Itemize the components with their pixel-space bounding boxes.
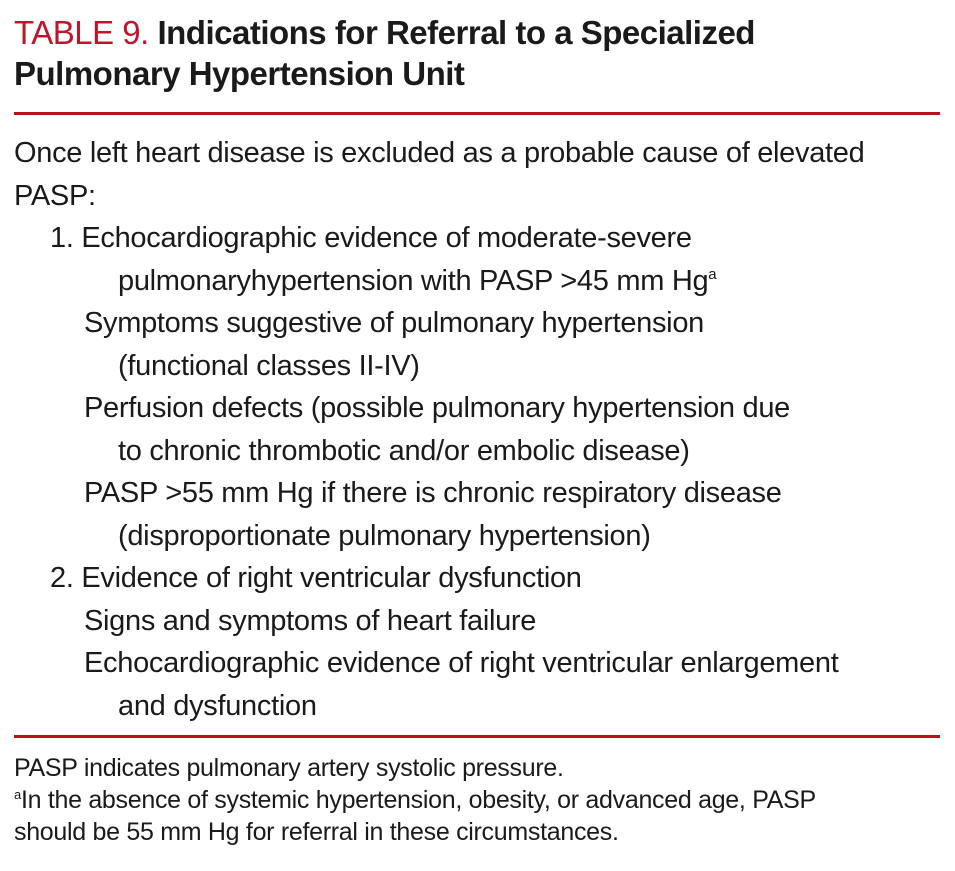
intro-line-1: Once left heart disease is excluded as a probable cause of elevated — [14, 137, 865, 169]
footnote-abbreviation: PASP indicates pulmonary artery systolic pressure. — [14, 754, 564, 782]
title-line-2: Pulmonary Hypertension Unit — [14, 55, 465, 92]
title-line-1 — [14, 12, 944, 53]
sub-item-symptoms-line-2: (functional classes II-IV) — [118, 349, 420, 382]
sub-item-pasp-line-1: PASP >55 mm Hg if there is chronic respiratory disease — [84, 477, 782, 509]
bottom-divider — [14, 735, 940, 738]
table-footnotes — [14, 752, 940, 848]
footnote-a-line-1 — [14, 784, 940, 816]
table-body — [14, 132, 940, 727]
sub-item-perfusion-line-1: Perfusion defects (possible pulmonary hypertension due — [84, 392, 790, 424]
table-label: TABLE 9. — [14, 14, 149, 51]
sub-item-echo-line-2: and dysfunction — [118, 689, 317, 722]
sub-item-pasp-line-2: (disproportionate pulmonary hypertension) — [118, 519, 651, 552]
top-divider — [14, 112, 940, 115]
footnote-a-marker: a — [14, 787, 21, 802]
item-1-line-2 — [14, 260, 940, 303]
footnote-a-text: In the absence of systemic hypertension, obesity, or advanced age, PASP — [20, 786, 816, 814]
footnote-a-line-2: should be 55 mm Hg for referral in these circumstances. — [14, 818, 619, 846]
sub-item-echo-line-1: Echocardiographic evidence of right ventricular enlargement — [84, 647, 839, 679]
item-1-line-2-text: pulmonaryhypertension with PASP >45 mm Hg — [118, 264, 709, 297]
item-1-line-1: 1. Echocardiographic evidence of moderate-severe — [50, 222, 692, 254]
sub-item-perfusion-line-2: to chronic thrombotic and/or embolic disease) — [118, 434, 690, 467]
title-text-1: Indications for Referral to a Specialized — [157, 14, 755, 51]
item-2-line-1: 2. Evidence of right ventricular dysfunction — [50, 562, 582, 594]
sub-item-heart-failure: Signs and symptoms of heart failure — [84, 604, 537, 637]
table-title — [14, 12, 944, 94]
sub-item-symptoms-line-1: Symptoms suggestive of pulmonary hypertension — [84, 307, 704, 339]
footnote-marker: a — [708, 265, 717, 283]
intro-line-2: PASP: — [14, 179, 96, 212]
